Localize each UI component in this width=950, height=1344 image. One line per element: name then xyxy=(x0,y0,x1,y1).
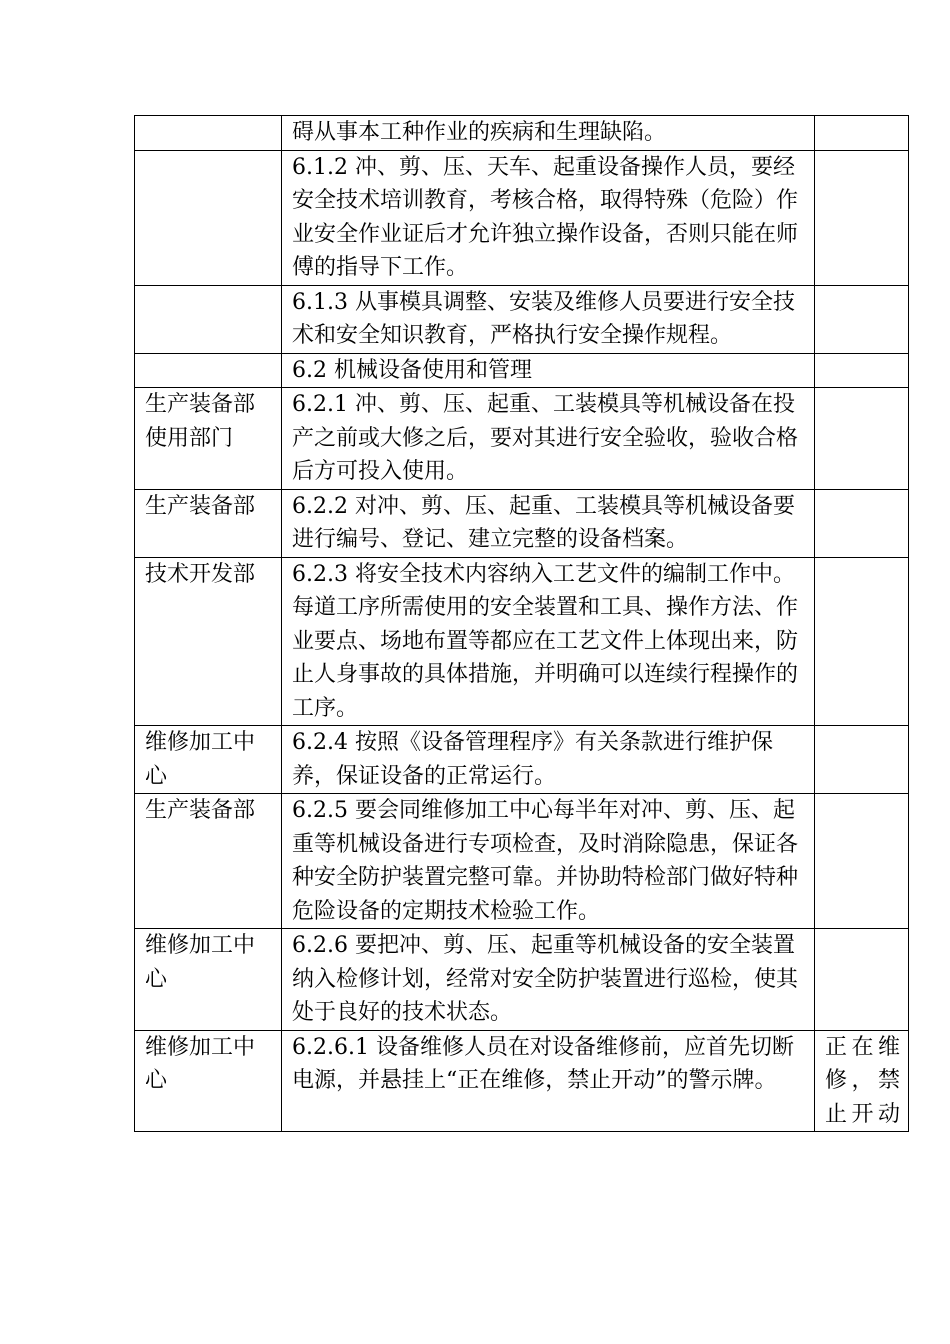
section-heading-cell: 6.2 机械设备使用和管理 xyxy=(282,353,815,388)
note-cell xyxy=(815,726,909,794)
content-cell: 6.2.6.1 设备维修人员在对设备维修前，应首先切断电源，并悬挂上“正在维修，禁止开动”的警示牌。 xyxy=(282,1030,815,1132)
table-row xyxy=(135,726,909,794)
content-cell: 6.1.3 从事模具调整、安装及维修人员要进行安全技术和安全知识教育，严格执行安全操作规程。 xyxy=(282,285,815,353)
dept-cell: 生产装备部使用部门 xyxy=(135,388,282,490)
content-cell: 碍从事本工种作业的疾病和生理缺陷。 xyxy=(282,116,815,151)
note-cell xyxy=(815,285,909,353)
table-row xyxy=(135,794,909,929)
note-cell xyxy=(815,116,909,151)
table-row xyxy=(135,388,909,490)
table-row xyxy=(135,489,909,557)
note-cell xyxy=(815,150,909,285)
dept-cell xyxy=(135,150,282,285)
document-table xyxy=(134,115,909,1132)
note-cell xyxy=(815,388,909,490)
note-cell xyxy=(815,929,909,1031)
table-row xyxy=(135,929,909,1031)
warning-note-cell: 正在维修，禁止开动 xyxy=(815,1030,909,1132)
dept-cell xyxy=(135,285,282,353)
note-cell xyxy=(815,353,909,388)
dept-cell xyxy=(135,116,282,151)
content-cell: 6.2.3 将安全技术内容纳入工艺文件的编制工作中。每道工序所需使用的安全装置和工具、操作方法、作业要点、场地布置等都应在工艺文件上体现出来，防止人身事故的具体措施，并明确可以连续行程操作的工序。 xyxy=(282,557,815,726)
content-cell: 6.2.2 对冲、剪、压、起重、工装模具等机械设备要进行编号、登记、建立完整的设备档案。 xyxy=(282,489,815,557)
dept-cell: 维修加工中心 xyxy=(135,1030,282,1132)
table-row xyxy=(135,116,909,151)
table-row xyxy=(135,557,909,726)
dept-cell: 维修加工中心 xyxy=(135,726,282,794)
dept-cell: 技术开发部 xyxy=(135,557,282,726)
content-cell: 6.2.4 按照《设备管理程序》有关条款进行维护保养，保证设备的正常运行。 xyxy=(282,726,815,794)
content-cell: 6.2.6 要把冲、剪、压、起重等机械设备的安全装置纳入检修计划，经常对安全防护装置进行巡检，使其处于良好的技术状态。 xyxy=(282,929,815,1031)
dept-cell xyxy=(135,353,282,388)
table-row xyxy=(135,285,909,353)
content-cell: 6.2.5 要会同维修加工中心每半年对冲、剪、压、起重等机械设备进行专项检查，及时消除隐患，保证各种安全防护装置完整可靠。并协助特检部门做好特种危险设备的定期技术检验工作。 xyxy=(282,794,815,929)
content-cell: 6.2.1 冲、剪、压、起重、工装模具等机械设备在投产之前或大修之后，要对其进行安全验收，验收合格后方可投入使用。 xyxy=(282,388,815,490)
dept-cell: 生产装备部 xyxy=(135,489,282,557)
table-row xyxy=(135,1030,909,1132)
note-cell xyxy=(815,794,909,929)
content-cell: 6.1.2 冲、剪、压、天车、起重设备操作人员，要经安全技术培训教育，考核合格，取得特殊（危险）作业安全作业证后才允许独立操作设备，否则只能在师傅的指导下工作。 xyxy=(282,150,815,285)
dept-cell: 维修加工中心 xyxy=(135,929,282,1031)
note-cell xyxy=(815,489,909,557)
dept-cell: 生产装备部 xyxy=(135,794,282,929)
table-row xyxy=(135,150,909,285)
table-row xyxy=(135,353,909,388)
note-cell xyxy=(815,557,909,726)
